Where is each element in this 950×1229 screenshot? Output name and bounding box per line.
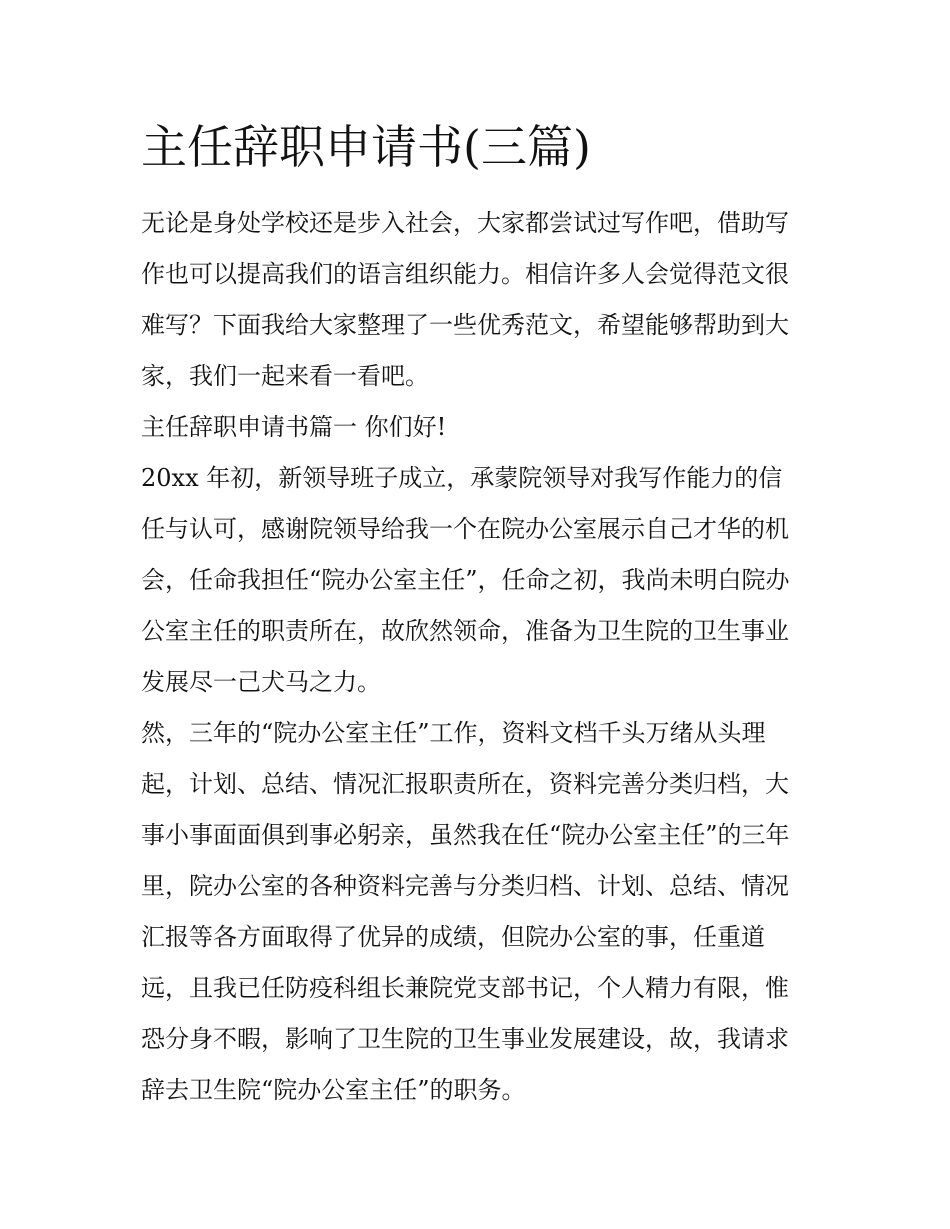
text-line: 任与认可，感谢院领导给我一个在院办公室展示自己才华的机 [141,515,789,543]
text-line: 起，计划、总结、情况汇报职责所在，资料完善分类归档，大 [141,770,789,798]
text-line: 难写？下面我给大家整理了一些优秀范文，希望能够帮助到大 [141,311,789,339]
document-body [141,198,816,1116]
text-line: 家，我们一起来看一看吧。 [141,362,429,390]
section-heading: 主任辞职申请书篇一 你们好! [141,413,447,441]
text-line: 里，院办公室的各种资料完善与分类归档、计划、总结、情况 [141,872,789,900]
document-title: 主任辞职申请书(三篇) [141,120,591,174]
text-line: 会，任命我担任“院办公室主任”，任命之初，我尚未明白院办 [141,566,790,594]
text-line: 作也可以提高我们的语言组织能力。相信许多人会觉得范文很 [141,260,789,288]
text-line: 辞去卫生院“院办公室主任”的职务。 [141,1076,526,1104]
text-line: 汇报等各方面取得了优异的成绩，但院办公室的事，任重道 [141,923,765,951]
text-line: 20xx 年初，新领导班子成立，承蒙院领导对我写作能力的信 [141,464,783,492]
text-line: 发展尽一己犬马之力。 [141,668,381,696]
text-line: 公室主任的职责所在，故欣然领命，准备为卫生院的卫生事业 [141,617,789,645]
text-line: 无论是身处学校还是步入社会，大家都尝试过写作吧，借助写 [141,209,789,237]
text-line: 然，三年的“院办公室主任”工作，资料文档千头万绪从头理 [141,719,766,747]
text-line: 事小事面面俱到事必躬亲，虽然我在任“院办公室主任”的三年 [141,821,790,849]
text-line: 远，且我已任防疫科组长兼院党支部书记，个人精力有限，惟 [141,974,789,1002]
text-line: 恐分身不暇，影响了卫生院的卫生事业发展建设，故，我请求 [141,1025,789,1053]
